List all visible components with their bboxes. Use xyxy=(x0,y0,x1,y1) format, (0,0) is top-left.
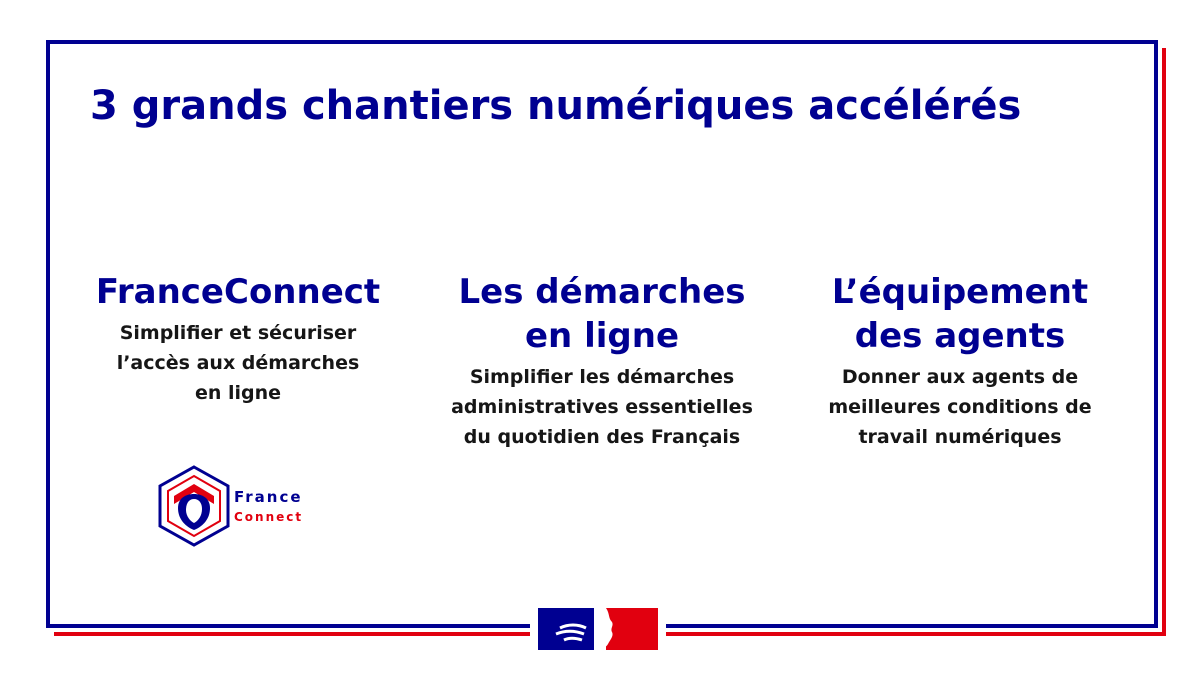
column-franceconnect xyxy=(80,270,396,408)
column-text-line: Donner aux agents de xyxy=(841,366,1079,388)
column-text-line: administratives essentielles xyxy=(451,396,753,418)
column-title xyxy=(790,270,1130,358)
marianne-logo-icon xyxy=(530,604,666,654)
column-text-line: en ligne xyxy=(194,382,282,404)
column-demarches-en-ligne xyxy=(420,270,784,452)
column-title-line: FranceConnect xyxy=(95,272,381,312)
column-text-line: l’accès aux démarches xyxy=(116,352,360,374)
franceconnect-logo-word: Connect xyxy=(234,510,304,524)
franceconnect-logo xyxy=(156,464,326,548)
column-title xyxy=(80,270,396,314)
page-title: 3 grands chantiers numériques accélérés xyxy=(90,83,1022,129)
column-description xyxy=(80,318,396,408)
column-text-line: du quotidien des Français xyxy=(463,426,741,448)
franceconnect-logo-word: France xyxy=(234,488,303,506)
column-description xyxy=(790,362,1130,452)
column-title-line: Les démarches xyxy=(458,272,746,312)
column-title xyxy=(420,270,784,358)
column-text-line: Simplifier les démarches xyxy=(469,366,735,388)
franceconnect-hexagon-icon xyxy=(156,464,232,548)
column-title-line: des agents xyxy=(854,316,1066,356)
column-title-line: en ligne xyxy=(524,316,679,356)
column-description xyxy=(420,362,784,452)
column-equipement-agents xyxy=(790,270,1130,452)
column-text-line: Simplifier et sécuriser xyxy=(119,322,357,344)
column-text-line: travail numériques xyxy=(858,426,1062,448)
column-title-line: L’équipement xyxy=(831,272,1089,312)
column-text-line: meilleures conditions de xyxy=(828,396,1092,418)
